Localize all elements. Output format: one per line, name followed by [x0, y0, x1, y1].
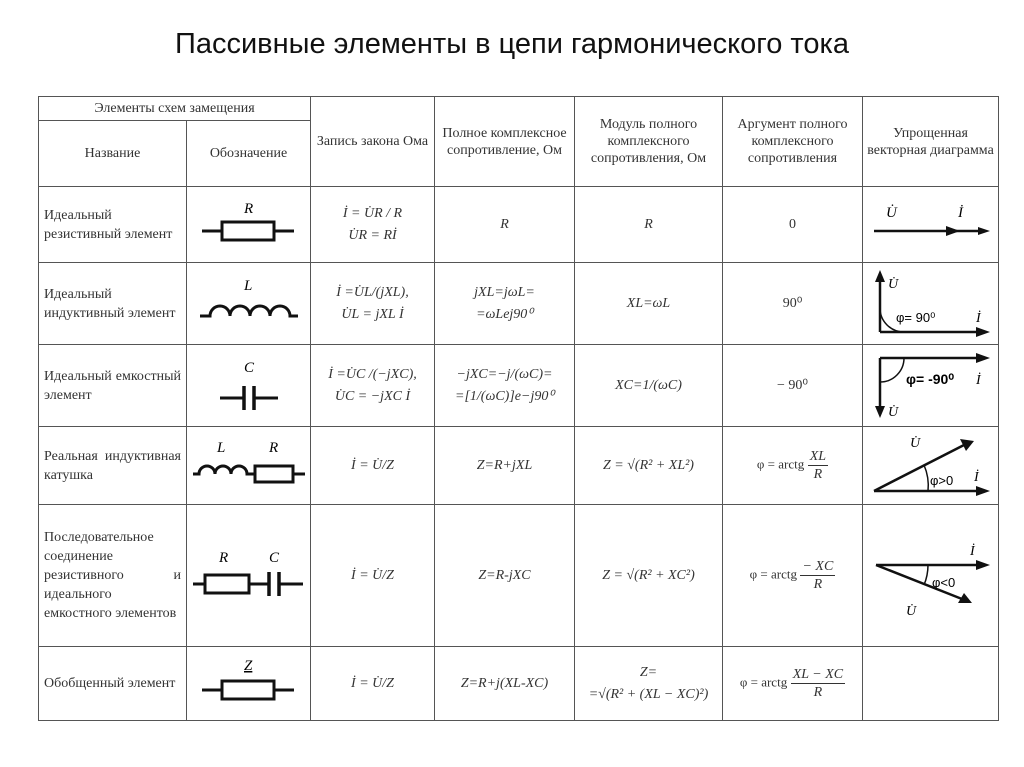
- diag-i-label: İ: [969, 543, 975, 559]
- elements-table: [38, 96, 999, 721]
- diag-u-label: U̇: [885, 204, 897, 221]
- ohm-law-2: U̇L = jXL İ: [341, 306, 404, 322]
- vector-diagram: [863, 505, 999, 647]
- table-row: [39, 345, 999, 427]
- modulus: Z = √(R² + XC²): [575, 505, 723, 647]
- header-impedance: Полное комплексное сопротивление, Ом: [435, 97, 575, 187]
- diag-phi-label: φ= 90⁰: [895, 309, 935, 325]
- vector-diagram: [863, 427, 999, 505]
- ohm-law-2: U̇R = Rİ: [348, 227, 397, 243]
- argument: − 90⁰: [723, 345, 863, 427]
- argument-prefix: φ = arctg: [739, 674, 788, 690]
- resistor-symbol: [187, 187, 311, 263]
- argument-denominator: R: [813, 467, 823, 482]
- impedance: Z=R-jXC: [435, 505, 575, 647]
- vector-diagram: [863, 263, 999, 345]
- diag-i-label: İ: [975, 372, 981, 388]
- argument-denominator: R: [813, 685, 823, 700]
- ohm-law-2: U̇C = −jXC İ: [334, 388, 411, 404]
- argument-prefix: φ = arctg: [756, 456, 805, 472]
- modulus: XC=1/(ωC): [575, 345, 723, 427]
- diag-phi-label: φ<0: [931, 574, 955, 590]
- impedance: Z=R+jXL: [435, 427, 575, 505]
- element-name: Идеальный индуктивный элемент: [39, 263, 187, 345]
- element-name: Последовательное соединение резистивного и идеального емкостного элементов: [39, 505, 187, 647]
- ohm-law-1: İ =U̇L/(jXL),: [336, 284, 409, 300]
- generic-element-symbol: [187, 647, 311, 721]
- symbol-label: L: [243, 277, 252, 294]
- empty-diagram-cell: [863, 647, 999, 721]
- diag-u-label: U̇: [909, 435, 920, 451]
- argument: 90⁰: [723, 263, 863, 345]
- coil-symbol: [187, 427, 311, 505]
- impedance-line-1: jXL=jωL=: [474, 284, 535, 300]
- ohm-law-1: İ = U̇/Z: [311, 505, 435, 647]
- argument-numerator: XL: [809, 449, 827, 464]
- symbol-label: R: [243, 200, 253, 217]
- impedance-line-2: =[1/(ωC)]e−j90⁰: [455, 388, 554, 404]
- symbol-label: C: [243, 359, 254, 376]
- diag-i-label: İ: [975, 310, 981, 326]
- diag-i-label: İ: [957, 204, 963, 221]
- vector-diagram: [863, 187, 999, 263]
- argument-denominator: R: [813, 577, 823, 592]
- page-title: Пассивные элементы в цепи гармонического тока: [175, 28, 849, 60]
- table-row: [39, 263, 999, 345]
- ohm-law-1: İ = U̇/Z: [311, 427, 435, 505]
- modulus: Z = √(R² + XL²): [575, 427, 723, 505]
- element-name: Реальная индуктивная катушка: [39, 427, 187, 505]
- modulus-line-1: Z=: [639, 664, 658, 680]
- table-row: [39, 187, 999, 263]
- inductor-symbol: [187, 263, 311, 345]
- ohm-law-1: İ = U̇/Z: [311, 647, 435, 721]
- argument: 0: [723, 187, 863, 263]
- symbol-label: Z: [243, 657, 252, 674]
- element-name: Идеальный резистивный элемент: [39, 187, 187, 263]
- capacitor-symbol: [187, 345, 311, 427]
- header-ohm: Запись закона Ома: [311, 97, 435, 187]
- ohm-law-1: İ = U̇R / R: [342, 205, 403, 221]
- ohm-law-1: İ =U̇C /(−jXC),: [328, 366, 417, 382]
- modulus: R: [575, 187, 723, 263]
- header-symbol: Обозначение: [187, 121, 311, 187]
- symbol-label: R: [218, 549, 228, 566]
- vector-diagram: [863, 345, 999, 427]
- header-name: Название: [39, 121, 187, 187]
- diag-u-label: U̇: [887, 404, 898, 420]
- diag-u-label: U̇: [887, 276, 898, 292]
- header-group: Элементы схем замещения: [39, 97, 311, 121]
- impedance: R: [435, 187, 575, 263]
- symbol-label: C: [268, 549, 279, 566]
- argument-prefix: φ = arctg: [749, 566, 797, 582]
- modulus: XL=ωL: [575, 263, 723, 345]
- modulus: =√(R² + (XL − XC)²): [588, 686, 709, 702]
- argument-numerator: − XC: [802, 559, 834, 574]
- diag-i-label: İ: [973, 469, 979, 485]
- impedance: Z=R+j(XL-XC): [435, 647, 575, 721]
- element-name: Идеальный емкостный элемент: [39, 345, 187, 427]
- header-modulus: Модуль полного комплексного сопротивления, Ом: [575, 97, 723, 187]
- diag-phi-label: φ= -90⁰: [905, 370, 954, 387]
- rc-series-symbol: [187, 505, 311, 647]
- diag-phi-label: φ>0: [929, 472, 953, 488]
- header-diagram: Упрощенная векторная диаграмма: [863, 97, 999, 187]
- table-row: [39, 427, 999, 505]
- diag-u-label: U̇: [905, 603, 916, 619]
- impedance-line-1: −jXC=−j/(ωC)=: [456, 366, 553, 382]
- impedance-line-2: =ωLej90⁰: [476, 306, 533, 322]
- table-row: [39, 505, 999, 647]
- symbol-label: R: [268, 439, 278, 456]
- argument-numerator: XL − XC: [792, 667, 844, 682]
- header-argument: Аргумент полного комплексного сопротивления: [723, 97, 863, 187]
- element-name: Обобщенный элемент: [39, 647, 187, 721]
- table-row: [39, 647, 999, 721]
- symbol-label: L: [216, 439, 225, 456]
